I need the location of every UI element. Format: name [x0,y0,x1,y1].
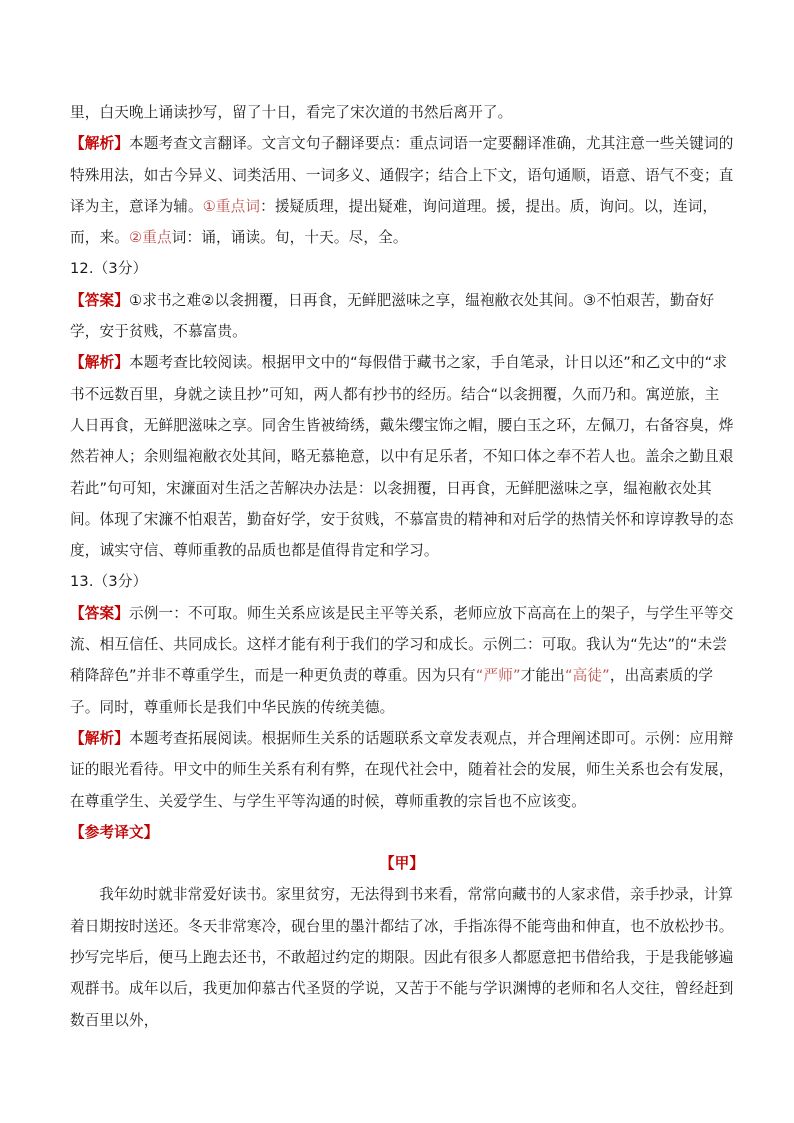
answer-tag: 【答案】 [70,291,129,309]
answer-tag: 【答案】 [70,604,129,622]
analysis-text-mid: ：援疑质理，提出疑难，询问道理。援，提出。质，询问。以，连词，而，来。 [70,197,718,247]
analysis-tag: 【解析】 [70,729,129,747]
highlight-good-student: “高徒” [564,667,610,685]
reference-translation-heading [70,817,734,848]
answer-text: 示例一：不可取。师生关系应该是民主平等关系，老师应放下高高在上的架子，与学生平等交流、相互信任、共同成长。这样才能有利于我们的学习和成长。示例二：可取。我认为“先达”的“未尝稍降辞色”并非不尊重学生，而是一种更负责的尊重。因为只有 [70,604,734,685]
analysis-text: 本题考查比较阅读。根据甲文中的“每假借于藏书之家，手自笔录，计日以还”和乙文中的“求书不远数百里，身就之读且抄”可知，两人都有抄书的经历。结合“以衾拥覆，久而乃和。寓逆旅，主人日再食，无鲜肥滋味之享。同舍生皆被绮绣，戴朱缨宝饰之帽，腰白玉之环，左佩刀，右备容臭，烨然若神人；余则缊袍敝衣处其间，略无慕艳意，以中有足乐者，不知口体之奉不若人也。盖余之勤且艰若此”句可知，宋濂面对生活之苦解决办法是：以衾拥覆，日再食，无鲜肥滋味之享，缊袍敝衣处其间。体现了宋濂不怕艰苦，勤奋好学，安于贫贱，不慕富贵的精神和对后学的热情关怀和谆谆教导的态度，诚实守信、尊师重教的品质也都是值得肯定和学习。 [70,354,734,560]
answer-text-b: 才能出 [520,667,565,685]
analysis-tag: 【解析】 [70,135,129,153]
q12-header: 12.（3分） [70,260,148,278]
analysis-text-tail: 词：诵，诵读。旬，十天。尽，全。 [171,229,408,247]
q13-analysis [70,723,734,817]
key-word-note-2: ②重点 [128,229,172,247]
document-body [70,97,734,1036]
section-title-jia [70,848,734,879]
q11-analysis [70,128,734,253]
q13-header: 13.（3分） [70,573,148,591]
reference-tag: 【参考译文】 [70,823,159,841]
q13-answer [70,598,734,723]
translation-continuation: 里，白天晚上诵读抄写，留了十日，看完了宋次道的书然后离开了。 [70,104,513,121]
answer-text-c: ，出高素质的学子。同时，尊重师长是我们中华民族的传统美德。 [70,667,714,716]
q12-analysis [70,347,734,566]
translation-paragraph: 我年幼时就非常爱好读书。家里贫穷，无法得到书来看，常常向藏书的人家求借，亲手抄录，计算着日期按时送还。冬天非常寒冷，砚台里的墨汁都结了冰，手指冻得不能弯曲和伸直，也不放松抄书。抄写完毕后，便马上跑去还书，不敢超过约定的期限。因此有很多人都愿意把书借给我，于是我能够遍观群书。成年以后，我更加仰慕古代圣贤的学说，又苦于不能与学识渊博的老师和名人交往，曾经赶到数百里以外， [70,886,734,1029]
key-word-note-1: ①重点词 [202,197,261,215]
section-title: 【甲】 [379,855,425,873]
analysis-text: 本题考查文言翻译。文言文句子翻译要点：重点词语一定要翻译准确，尤其注意一些关键词的特殊用法，如古今异义、词类活用、一词多义、通假字；结合上下文，语句通顺，语意、语气不变；直译为主，意译为辅。 [70,135,734,215]
q12-answer [70,285,734,348]
highlight-strict-teacher: “严师” [475,667,521,685]
analysis-tag: 【解析】 [70,354,129,372]
answer-text: ①求书之难②以衾拥覆，日再食，无鲜肥滋味之享，缊袍敝衣处其间。③不怕艰苦，勤奋好学，安于贫贱，不慕富贵。 [70,291,715,341]
analysis-text: 本题考查拓展阅读。根据师生关系的话题联系文章发表观点，并合理阐述即可。示例：应用辩证的眼光看待。甲文中的师生关系有利有弊，在现代社会中，随着社会的发展，师生关系也会有发展，在尊重学生、关爱学生、与学生平等沟通的时候，尊师重教的宗旨也不应该变。 [70,729,734,810]
